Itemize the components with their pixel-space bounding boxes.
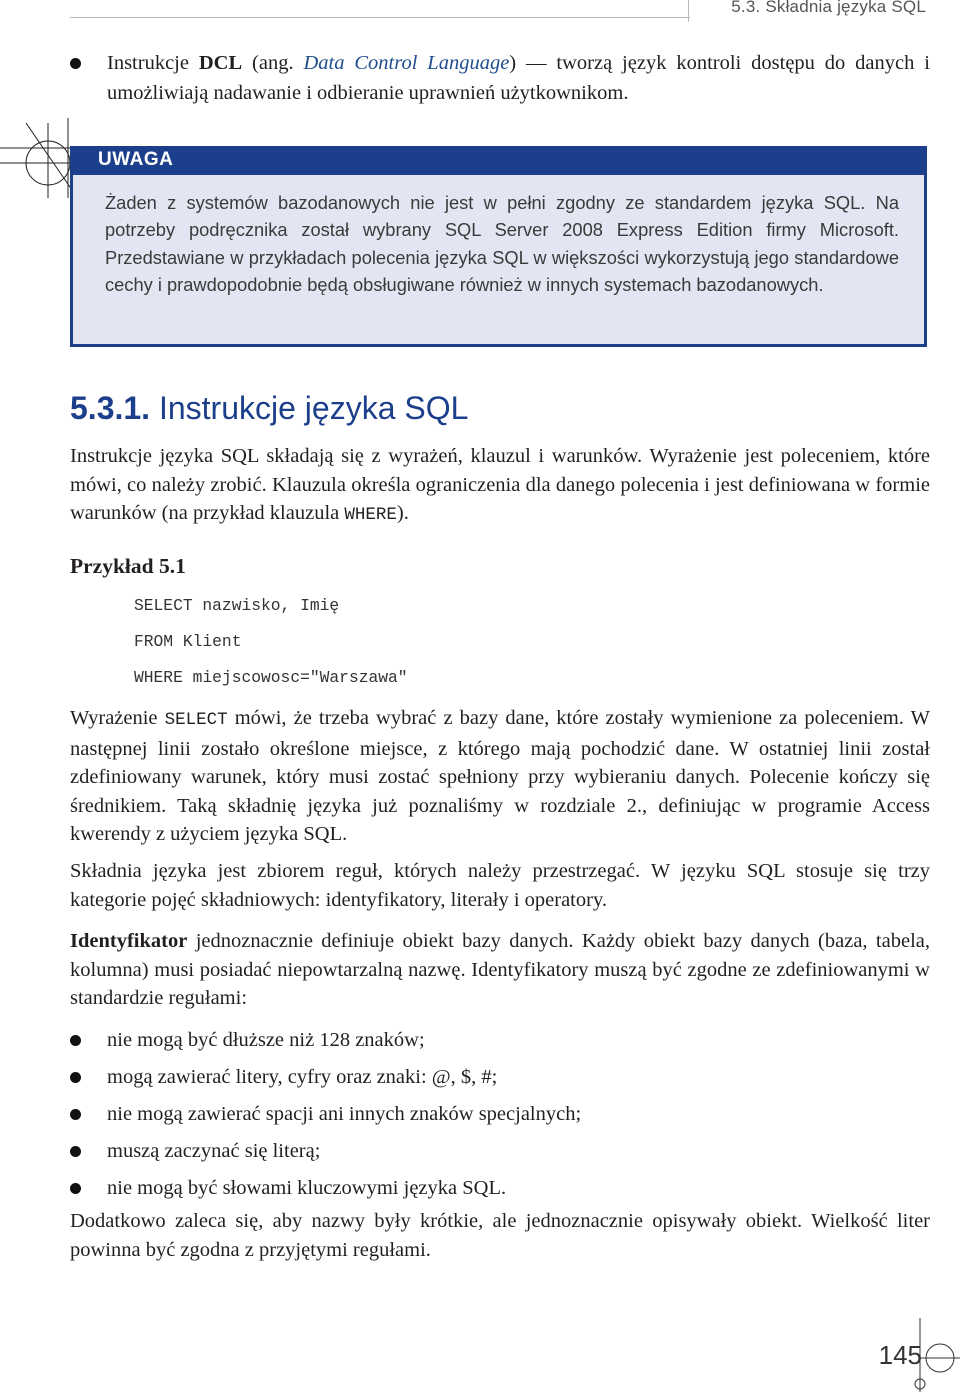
section-title: Instrukcje języka SQL [158, 390, 469, 426]
list-item [70, 1137, 930, 1174]
code-line-3: WHERE miejscowosc="Warszawa" [134, 668, 408, 687]
bullet-dot [70, 1146, 81, 1157]
para1-text: Instrukcje języka SQL składają się z wyrażeń, klauzul i warunków. Wyrażenie jest poleceniem, które mówi, co należy zrobić. Klauzula określa ograniczenia dla danego polecenia i jest definiowana w formie warunków (na przykład klauzula [70, 445, 930, 525]
bullet-dot [70, 1183, 81, 1194]
header-rule [70, 17, 690, 18]
bullet-dot [70, 1035, 81, 1046]
dcl-post: ) — tworzą język kontroli dostępu do danych i umożliwiają nadawanie i odbieranie uprawnień użytkownikom. [107, 52, 930, 104]
para2-post: mówi, że trzeba wybrać z bazy dane, które zostały wymienione za poleceniem. W następnej linii zostało określone miejsce, z którego mają pochodzić dane. W ostatniej linii został zdefiniowany warunek, który musi zostać spełniony przy wybieraniu danych. Polecenie kończy się średnikiem. Taką składnię języka już poznaliśmy w rozdziale 2., definiując w programie Access kwerendy z użyciem języka SQL. [70, 707, 930, 846]
dcl-pre: Instrukcje [107, 52, 199, 74]
note-title: UWAGA [98, 149, 174, 170]
select-keyword: SELECT [164, 710, 228, 730]
dcl-bold: DCL [198, 52, 243, 74]
rule-text: muszą zaczynać się literą; [107, 1140, 321, 1162]
list-item [70, 49, 930, 108]
bullet-dot [70, 58, 81, 69]
page-number: 145 [878, 1340, 922, 1370]
list-item [70, 1100, 930, 1137]
section-heading [70, 390, 468, 427]
list-item [70, 1026, 930, 1063]
list-item [70, 1063, 930, 1100]
note-box [70, 146, 927, 347]
header-tick [688, 0, 689, 22]
bullet-dot [70, 1072, 81, 1083]
identifier-rules-list [70, 1026, 930, 1211]
example-label: Przykład 5.1 [70, 554, 186, 578]
paragraph-4 [70, 927, 930, 1013]
running-header-text: 5.3. Składnia języka SQL [731, 0, 926, 16]
code-line-1: SELECT nazwisko, Imię [134, 596, 340, 615]
note-text: Żaden z systemów bazodanowych nie jest w pełni zgodny ze standardem języka SQL. Na potrzeby podręcznika został wybrany SQL Server 2008 Express Edition firmy Microsoft. Przedstawiane w przykładach polecenia języka SQL w większości wykorzystują jego standardowe cechy i prawdopodobnie będą obsługiwane również w innych systemach bazodanowych. [105, 192, 899, 296]
paragraph-5: Dodatkowo zaleca się, aby nazwy były krótkie, ale jednoznacznie opisywały obiekt. Wielkość liter powinna być zgodna z przyjętymi regułami. [70, 1210, 930, 1261]
note-header [70, 146, 927, 175]
running-header [0, 0, 960, 22]
section-number: 5.3.1. [70, 390, 151, 426]
dcl-italic-term: Data Control Language [303, 52, 510, 74]
code-line-2: FROM Klient [134, 632, 242, 651]
rule-text: mogą zawierać litery, cyfry oraz znaki: @, $, #; [107, 1066, 498, 1088]
para4-text: jednoznacznie definiuje obiekt bazy danych. Każdy obiekt bazy danych (baza, tabela, kolumna) musi posiadać niepowtarzalną nazwę. Identyfikatory muszą być zgodne ze zdefiniowanymi w standardzie regułami: [70, 930, 930, 1010]
where-keyword: WHERE [344, 505, 397, 526]
rule-text: nie mogą być słowami kluczowymi języka SQL. [107, 1177, 507, 1199]
paragraph-2 [70, 704, 930, 849]
dcl-bullet-list [70, 49, 930, 108]
paragraph-1 [70, 442, 930, 530]
paragraph-3: Składnia języka jest zbiorem reguł, których należy przestrzegać. W języku SQL stosuje się trzy kategorie pojęć składniowych: identyfikatory, literały i operatory. [70, 860, 930, 911]
dcl-mid: (ang. [242, 52, 304, 74]
rule-text: nie mogą być dłuższe niż 128 znaków; [107, 1029, 425, 1051]
identifier-term: Identyfikator [70, 930, 188, 952]
para2-pre: Wyrażenie [70, 707, 165, 729]
bullet-dot [70, 1109, 81, 1120]
rule-text: nie mogą zawierać spacji ani innych znaków specjalnych; [107, 1103, 582, 1125]
para1-end: ). [396, 502, 409, 525]
list-item [70, 1174, 930, 1211]
